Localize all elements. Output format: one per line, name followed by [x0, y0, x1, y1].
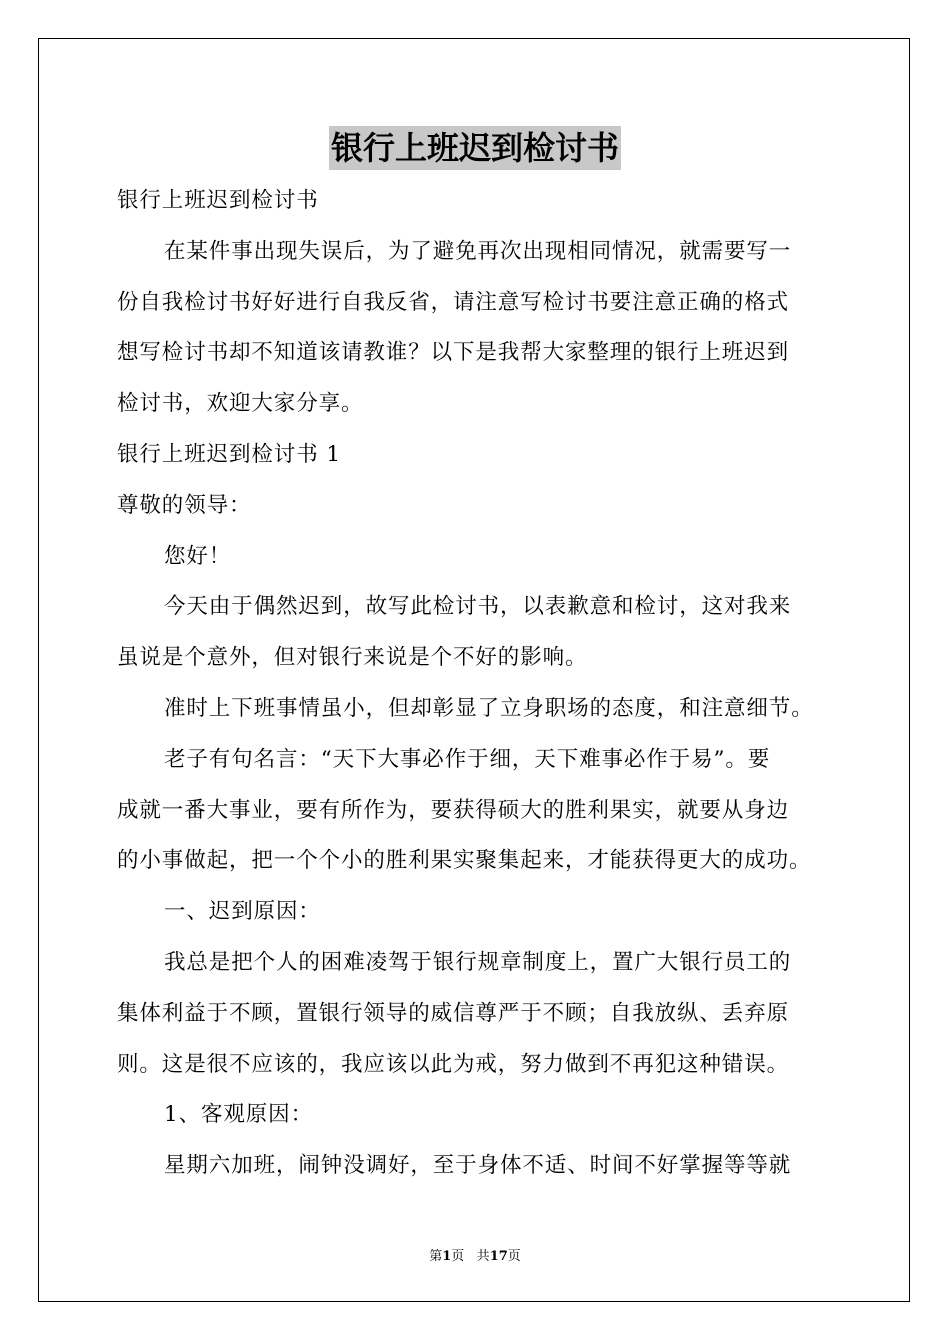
text-line: 检讨书，欢迎大家分享。 — [117, 391, 364, 417]
current-page-number: 1 — [442, 1249, 452, 1264]
text-line: 尊敬的领导： — [117, 492, 252, 518]
total-prefix: 共 — [476, 1249, 490, 1264]
document-title: 银行上班迟到检讨书 — [329, 126, 621, 170]
text-line: 老子有句名言：“天下大事必作于细，天下难事必作于易”。要 — [164, 746, 771, 772]
text-line: 在某件事出现失误后，为了避免再次出现相同情况，就需要写一 — [164, 238, 792, 264]
text-line: 今天由于偶然迟到，故写此检讨书，以表歉意和检讨，这对我来 — [164, 594, 792, 620]
page-suffix: 页 — [451, 1249, 465, 1264]
text-line: 我总是把个人的困难凌驾于银行规章制度上，置广大银行员工的 — [164, 949, 792, 975]
text-line: 成就一番大事业，要有所作为，要获得硕大的胜利果实，就要从身边 — [117, 797, 790, 823]
text-line: 准时上下班事情虽小，但却彰显了立身职场的态度，和注意细节。 — [164, 695, 814, 721]
text-line: 银行上班迟到检讨书 — [117, 188, 319, 213]
text-line: 份自我检讨书好好进行自我反省，请注意写检讨书要注意正确的格式 — [117, 289, 790, 315]
text-line: 的小事做起，把一个个小的胜利果实聚集起来，才能获得更大的成功。 — [117, 848, 812, 874]
page-footer — [0, 1248, 950, 1266]
text-line: 银行上班迟到检讨书 1 — [117, 441, 341, 467]
title-container — [0, 126, 950, 170]
total-suffix: 页 — [507, 1249, 521, 1264]
document-body — [117, 176, 837, 1192]
page-prefix: 第 — [429, 1249, 443, 1264]
text-line: 虽说是个意外，但对银行来说是个不好的影响。 — [117, 645, 588, 671]
text-line: 您好！ — [164, 543, 232, 569]
text-line: 集体利益于不顾，置银行领导的威信尊严于不顾；自我放纵、丢弃原 — [117, 1000, 790, 1026]
text-line: 一、迟到原因： — [164, 899, 321, 925]
total-page-count: 17 — [489, 1249, 508, 1264]
text-line: 1、客观原因： — [164, 1102, 313, 1128]
text-line: 想写检讨书却不知道该请教谁？以下是我帮大家整理的银行上班迟到 — [117, 340, 790, 366]
text-line: 星期六加班，闹钟没调好，至于身体不适、时间不好掌握等等就 — [164, 1153, 792, 1179]
text-line: 则。这是很不应该的，我应该以此为戒，努力做到不再犯这种错误。 — [117, 1051, 790, 1077]
